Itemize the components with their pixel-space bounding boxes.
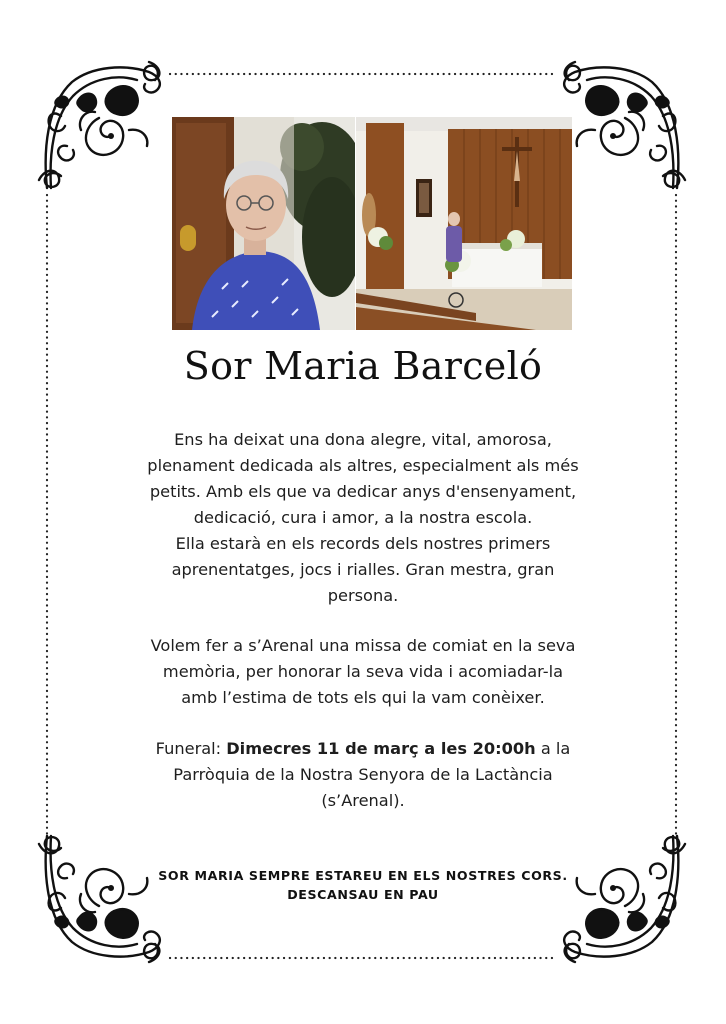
tribute-paragraph — [128, 427, 598, 609]
closing-line: DESCANSAU EN PAU — [287, 887, 439, 902]
mass-paragraph — [128, 633, 598, 711]
text-line: memòria, per honorar la seva vida i acomiadar-la — [162, 662, 564, 681]
funeral-location-town: (s’Arenal). — [321, 791, 405, 810]
funeral-details — [128, 736, 598, 814]
text-line: dedicació, cura i amor, a la nostra escola. — [193, 508, 533, 527]
funeral-line — [128, 736, 598, 762]
text-line: Ens ha deixat una dona alegre, vital, amorosa, — [174, 430, 552, 449]
text-line: petits. Amb els que va dedicar anys d'ensenyament, — [149, 482, 577, 501]
text-line: plenament dedicada als altres, especialment als més — [147, 456, 579, 475]
portrait-photo — [172, 117, 355, 330]
closing-message — [128, 866, 598, 904]
corner-ornament-top-right — [557, 60, 687, 190]
person-name: Sor Maria Barceló — [183, 344, 543, 388]
chapel-photo — [356, 117, 572, 330]
closing-line: SOR MARIA SEMPRE ESTAREU EN ELS NOSTRES CORS. — [158, 868, 568, 883]
funeral-date-time: Dimecres 11 de març a les 20:00h — [226, 739, 536, 758]
text-line: Volem fer a s’Arenal una missa de comiat en la seva — [150, 636, 576, 655]
text-line: amb l’estima de tots els qui la vam conèixer. — [181, 688, 545, 707]
corner-ornament-top-left — [37, 60, 167, 190]
text-line: persona. — [327, 586, 399, 605]
text-line: aprenentatges, jocs i rialles. Gran mestra, gran — [171, 560, 555, 579]
funeral-location: Parròquia de la Nostra Senyora de la Lactància — [173, 765, 553, 784]
funeral-label: Funeral: — [155, 739, 227, 758]
funeral-after: a la — [535, 739, 571, 758]
text-line: Ella estarà en els records dels nostres primers — [175, 534, 551, 553]
